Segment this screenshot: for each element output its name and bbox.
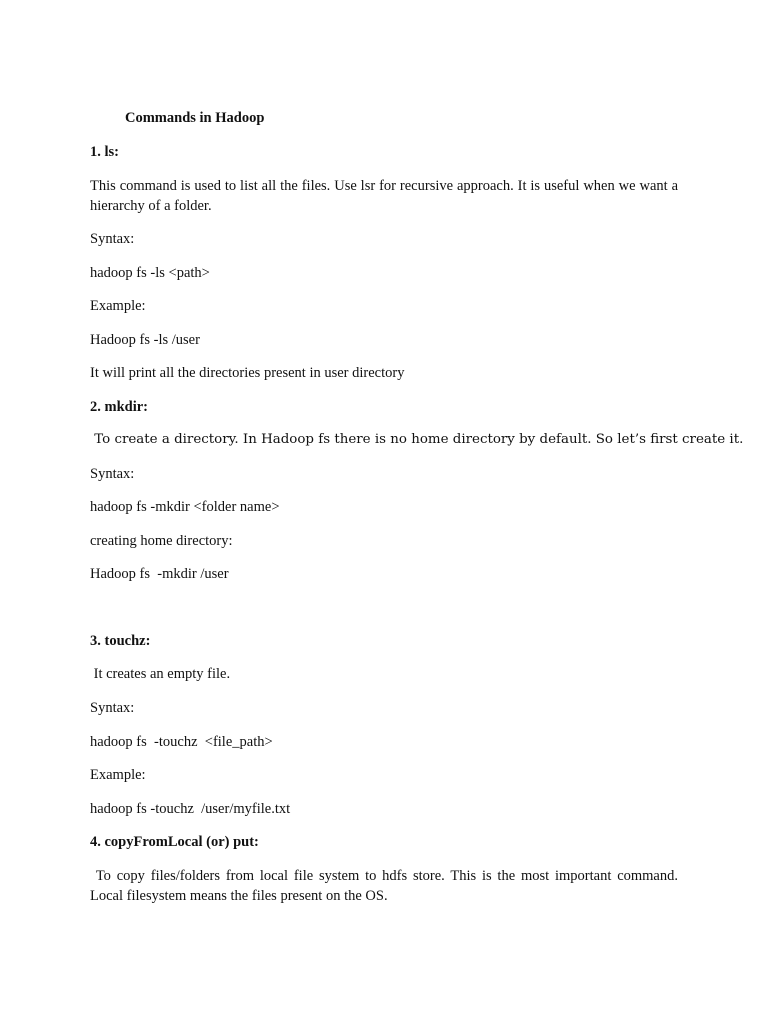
- example-touchz: hadoop fs -touchz /user/myfile.txt: [90, 801, 291, 817]
- section-heading-mkdir: 2. mkdir:: [90, 399, 148, 415]
- section-description-ls: This command is used to list all the files. Use lsr for recursive approach. It is useful when we want a hierarchy of a folder.: [90, 178, 678, 214]
- section-description-mkdir: To create a directory. In Hadoop fs there is no home directory by default. So let’s first create it.: [90, 432, 744, 447]
- section-description-copyfromlocal: To copy files/folders from local file system to hdfs store. This is the most important command. Local filesystem means the files present on the OS.: [90, 868, 682, 904]
- section-description-touchz: It creates an empty file.: [90, 666, 231, 682]
- example-mkdir: Hadoop fs -mkdir /user: [90, 566, 229, 582]
- note-ls: It will print all the directories present in user directory: [90, 365, 405, 381]
- document-title: Commands in Hadoop: [125, 110, 265, 126]
- example-label-mkdir: creating home directory:: [90, 533, 233, 549]
- syntax-label-touchz: Syntax:: [90, 700, 135, 716]
- example-ls: Hadoop fs -ls /user: [90, 332, 200, 348]
- example-label-touchz: Example:: [90, 767, 146, 783]
- section-heading-touchz: 3. touchz:: [90, 633, 151, 649]
- syntax-mkdir: hadoop fs -mkdir <folder name>: [90, 499, 280, 515]
- syntax-ls: hadoop fs -ls <path>: [90, 265, 210, 281]
- section-heading-copyfromlocal: 4. copyFromLocal (or) put:: [90, 834, 259, 850]
- section-heading-ls: 1. ls:: [90, 144, 119, 160]
- example-label-ls: Example:: [90, 298, 146, 314]
- syntax-label-ls: Syntax:: [90, 231, 135, 247]
- syntax-touchz: hadoop fs -touchz <file_path>: [90, 734, 273, 750]
- syntax-label-mkdir: Syntax:: [90, 466, 135, 482]
